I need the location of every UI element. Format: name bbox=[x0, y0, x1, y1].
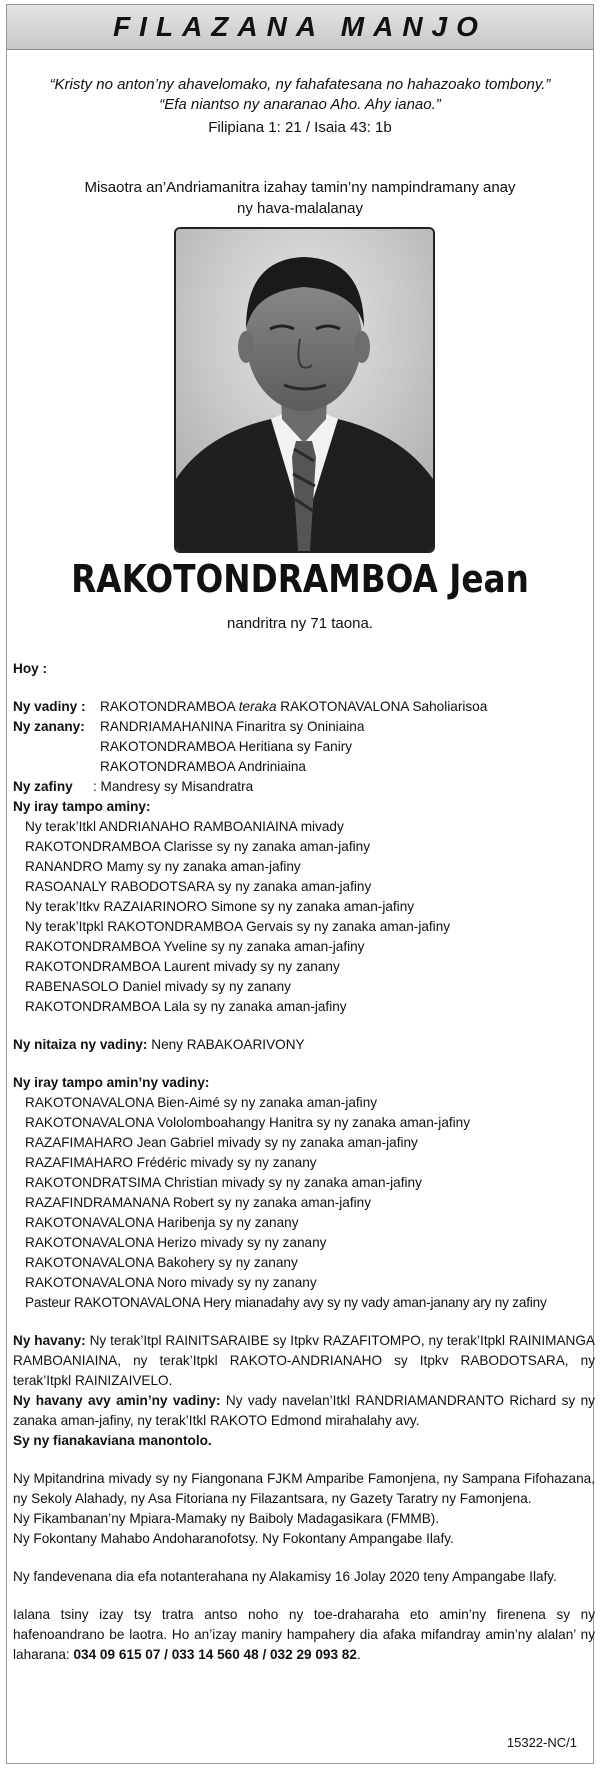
organizations-line-3: Ny Fokontany Mahabo Andoharanofotsy. Ny Fokontany Ampangabe Ilafy. bbox=[13, 1531, 454, 1546]
list-item: RAKOTONDRAMBOA Laurent mivady sy ny zanany bbox=[25, 959, 340, 974]
spouse-line bbox=[13, 697, 595, 717]
list-item: RANANDRO Mamy sy ny zanaka aman-jafiny bbox=[25, 859, 301, 874]
portrait-image bbox=[176, 229, 433, 551]
whole-family: Sy ny fianakaviana manontolo. bbox=[13, 1433, 212, 1448]
list-item: RAKOTONDRATSIMA Christian mivady sy ny zanaka aman-jafiny bbox=[25, 1175, 422, 1190]
children-line bbox=[13, 717, 595, 737]
list-item: RAKOTONDRAMBOA Lala sy ny zanaka aman-jafiny bbox=[25, 999, 347, 1014]
thanks-text bbox=[7, 177, 593, 219]
list-item: RAKOTONDRAMBOA Clarisse sy ny zanaka aman-jafiny bbox=[25, 839, 370, 854]
thanks-line-1: Misaotra an’Andriamanitra izahay tamin’ny nampindramany anay bbox=[84, 179, 516, 196]
godparent-label: Ny nitaiza ny vadiny: bbox=[13, 1037, 148, 1052]
list-item: Ny terak’Itkl ANDRIANAHO RAMBOANIAINA mivady bbox=[25, 819, 344, 834]
list-item: RAKOTONAVALONA Bien-Aimé sy ny zanaka aman-jafiny bbox=[25, 1095, 378, 1110]
grandchildren-label: Ny zafiny bbox=[13, 779, 73, 794]
spouse-teraka: teraka bbox=[238, 699, 277, 714]
grandchildren-names: : Mandresy sy Misandratra bbox=[93, 779, 254, 794]
list-item: RAZAFIMAHARO Jean Gabriel mivady sy ny zanaka aman-jafiny bbox=[25, 1135, 418, 1150]
obituary-page bbox=[6, 4, 594, 1764]
relatives2-paragraph bbox=[13, 1391, 595, 1431]
list-item: Ny terak’Itpkl RAKOTONDRAMBOA Gervais sy ny zanaka aman-jafiny bbox=[25, 919, 451, 934]
inlaws-label: Ny iray tampo amin’ny vadiny: bbox=[13, 1075, 210, 1090]
thanks-line-2: ny hava-malalanay bbox=[237, 200, 363, 217]
list-item: Pasteur RAKOTONAVALONA Hery mianadahy avy sy ny vady aman-janany ary ny zafiny bbox=[25, 1295, 547, 1310]
list-item: RAKOTONDRAMBOA Yveline sy ny zanaka aman-jafiny bbox=[25, 939, 365, 954]
notice-end: . bbox=[356, 1647, 361, 1662]
godparent-line bbox=[13, 1035, 595, 1055]
child-item: RANDRIAMAHANINA Finaritra sy Oniniaina bbox=[100, 719, 365, 734]
quote-line-2: “Efa niantso ny anaranao Aho. Ahy ianao.” bbox=[159, 96, 441, 113]
list-item: RASOANALY RABODOTSARA sy ny zanaka aman-jafiny bbox=[25, 879, 372, 894]
list-item: RAKOTONAVALONA Bakohery sy ny zanany bbox=[25, 1255, 298, 1270]
siblings-label: Ny iray tampo aminy: bbox=[13, 799, 151, 814]
list-item: RAKOTONAVALONA Noro mivady sy ny zanany bbox=[25, 1275, 317, 1290]
intro-label: Hoy : bbox=[13, 661, 47, 676]
list-item: RAZAFINDRAMANANA Robert sy ny zanaka aman-jafiny bbox=[25, 1195, 371, 1210]
list-item: RAZAFIMAHARO Frédéric mivady sy ny zanany bbox=[25, 1155, 317, 1170]
family-section bbox=[13, 659, 595, 1665]
list-item: Ny terak’Itkv RAZAIARINORO Simone sy ny zanaka aman-jafiny bbox=[25, 899, 415, 914]
relatives2-label: Ny havany avy amin’ny vadiny: bbox=[13, 1393, 221, 1408]
list-item: RAKOTONAVALONA Haribenja sy ny zanany bbox=[25, 1215, 299, 1230]
organizations-line-2: Ny Fikambanan’ny Mpiara-Mamaky ny Baiboly Madagasikara (FMMB). bbox=[13, 1511, 440, 1526]
deceased-name: RAKOTONDRAMBOA Jean bbox=[71, 557, 529, 601]
child-item: RAKOTONDRAMBOA Heritiana sy Faniry bbox=[100, 739, 353, 754]
relatives-text: Ny terak’Itpl RAINITSARAIBE sy Itpkv RAZAFITOMPO, ny terak’Itpkl RAINIMANGA RAMBOANIAINA, ny terak’Itpkl RAKOTO-ANDRIANAHO sy Itpkv RABODOTSARA, ny terak’Itpkl RAINIZAIVELO. bbox=[13, 1333, 596, 1388]
children-label: Ny zanany: bbox=[13, 719, 85, 734]
relatives2-text: Ny vady navelan’Itkl RANDRIAMANDRANTO Richard sy ny zanaka aman-jafiny, ny terak’Itkl RAKOTO Edmond mirahalahy avy. bbox=[13, 1393, 595, 1428]
list-item: RABENASOLO Daniel mivady sy ny zanany bbox=[25, 979, 291, 994]
burial-info: Ny fandevenana dia efa notanterahana ny Alakamisy 16 Jolay 2020 teny Ampangabe Ilafy. bbox=[13, 1569, 557, 1584]
grandchildren-line bbox=[13, 777, 595, 797]
relatives-label: Ny havany: bbox=[13, 1333, 86, 1348]
header-banner: FILAZANA MANJO bbox=[7, 5, 593, 50]
epitaph-quote bbox=[7, 75, 593, 115]
relatives-paragraph bbox=[13, 1331, 595, 1391]
reference-code: 15322-NC/1 bbox=[506, 1735, 577, 1750]
list-item: RAKOTONAVALONA Herizo mivady sy ny zanany bbox=[25, 1235, 327, 1250]
notice-text: Ialana tsiny izay tsy tratra antso noho ny toe-draharaha eto amin’ny firenena sy ny hafenoandrano be laotra. Ho an’izay maniry hampahery dia afaka mifandray amin’ny alalan’ ny laharana: bbox=[13, 1607, 595, 1662]
deceased-age: nandritra ny 71 taona. bbox=[227, 615, 373, 632]
bible-reference: Filipiana 1: 21 / Isaia 43: 1b bbox=[208, 119, 392, 136]
quote-line-1: “Kristy no anton’ny ahavelomako, ny fahafatesana no hahazoako tombony.” bbox=[49, 76, 551, 93]
godparent-name: Neny RABAKOARIVONY bbox=[147, 1037, 305, 1052]
phone-numbers: 034 09 615 07 / 033 14 560 48 / 032 29 093 82 bbox=[73, 1647, 357, 1662]
notice-paragraph bbox=[13, 1605, 595, 1665]
child-item: RAKOTONDRAMBOA Andriniaina bbox=[100, 759, 306, 774]
spouse-name-b: RAKOTONAVALONA Saholiarisoa bbox=[276, 699, 488, 714]
list-item: RAKOTONAVALONA Vololomboahangy Hanitra sy ny zanaka aman-jafiny bbox=[25, 1115, 471, 1130]
spouse-label: Ny vadiny : bbox=[13, 699, 86, 714]
organizations-line-1: Ny Mpitandrina mivady sy ny Fiangonana FJKM Amparibe Famonjena, ny Sampana Fifohazana, ny Sekoly Alahady, ny Asa Fitoriana ny Filazantsara, ny Gazety Taratry ny Famonjena. bbox=[13, 1471, 595, 1506]
portrait-photo bbox=[174, 227, 435, 553]
spouse-name-a: RAKOTONDRAMBOA bbox=[100, 699, 239, 714]
